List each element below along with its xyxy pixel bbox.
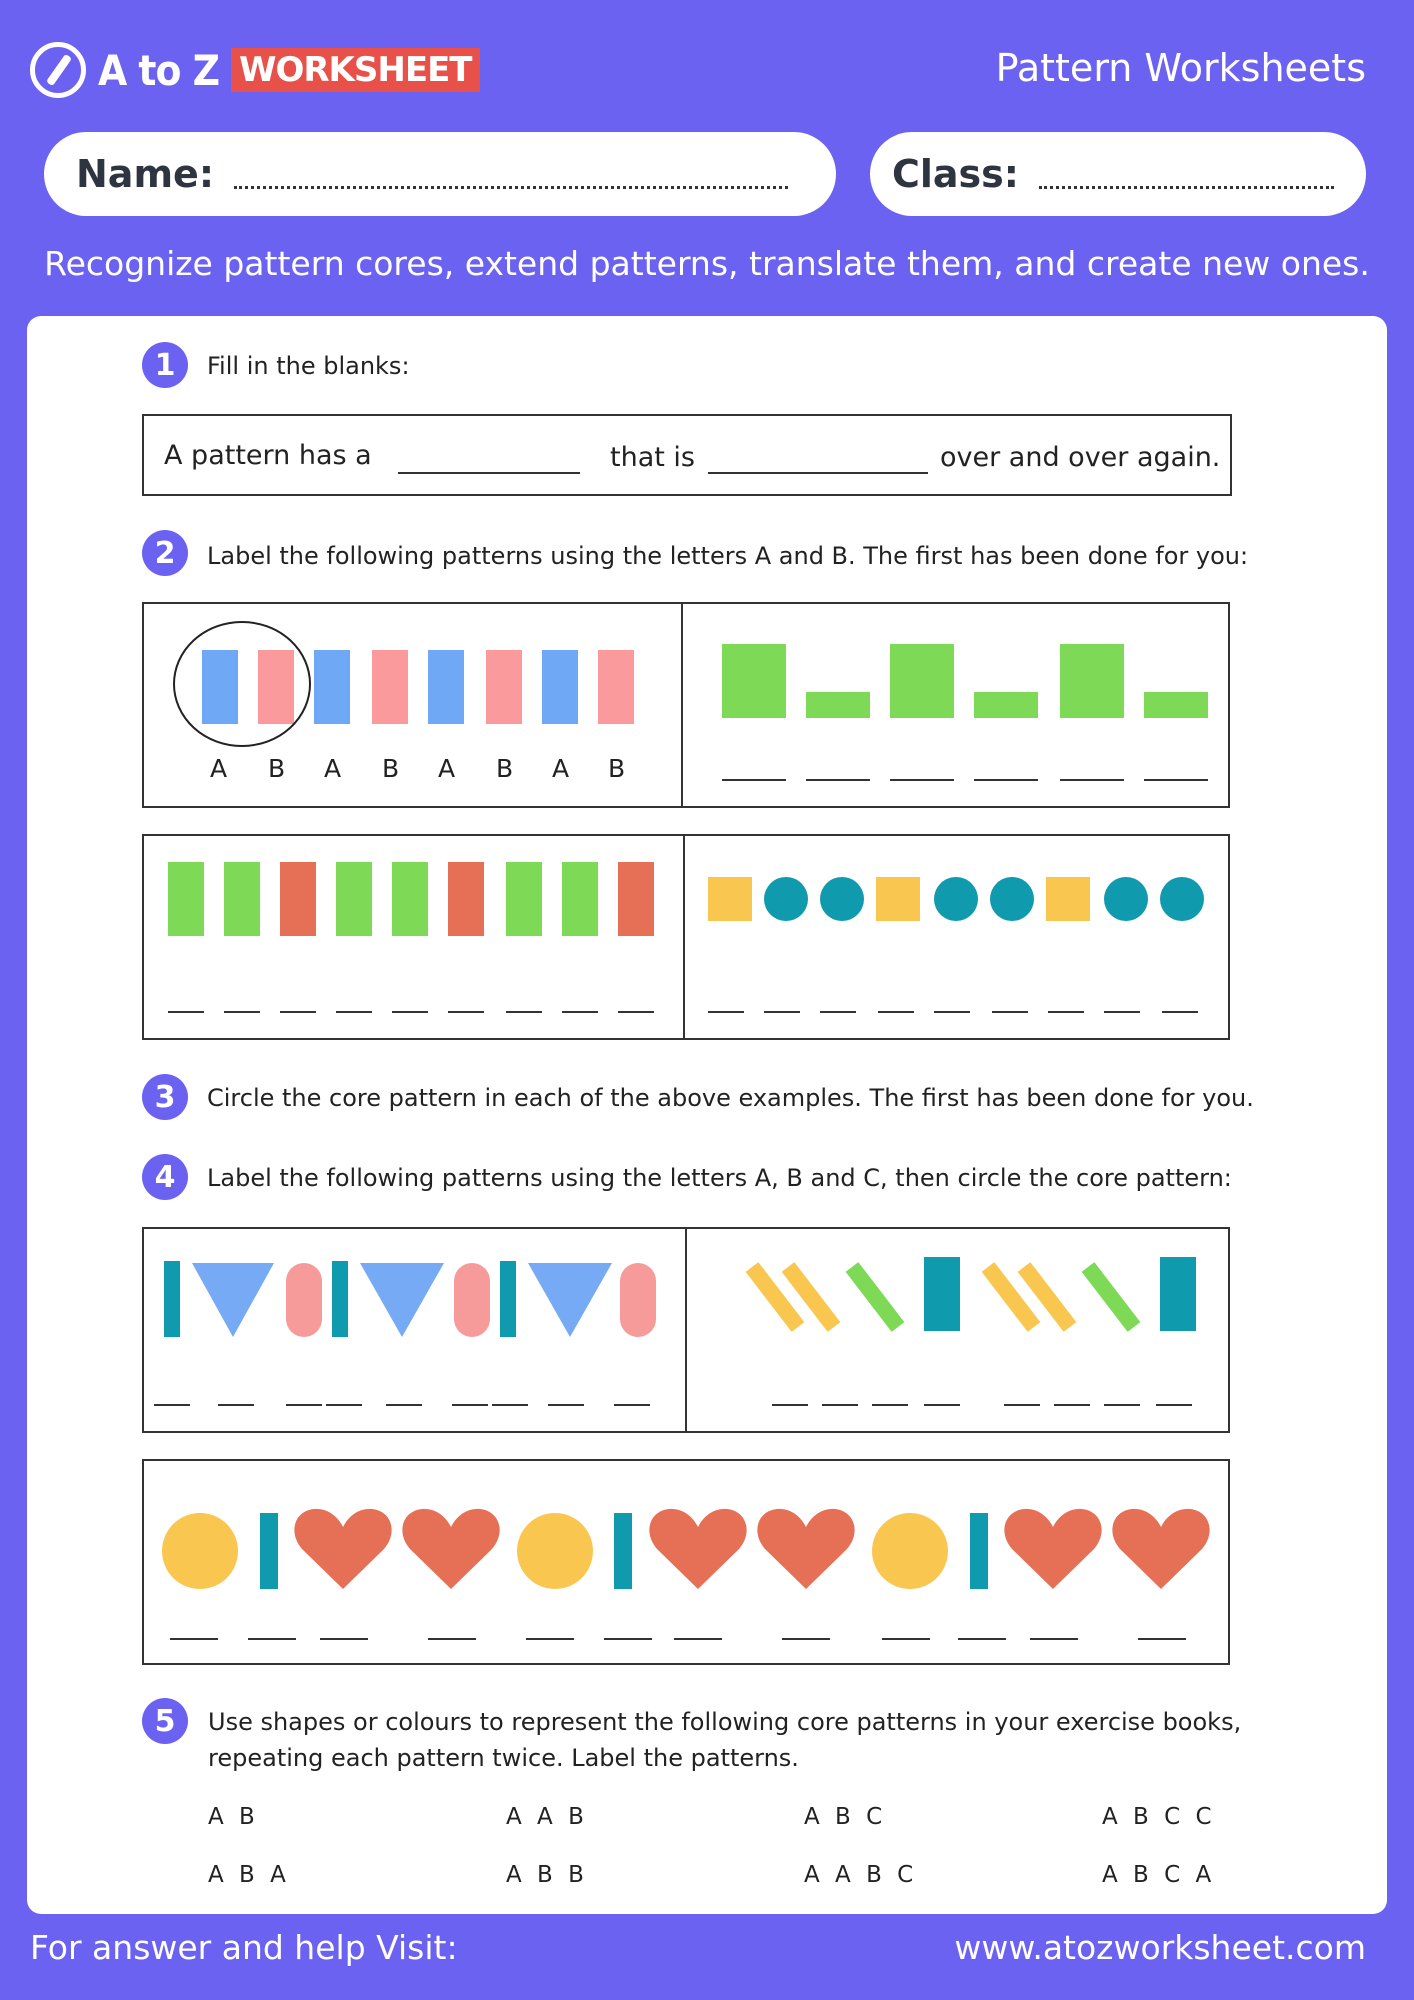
example-label: B <box>496 754 514 783</box>
bar-triangle-pill-pattern <box>164 1261 656 1337</box>
footer-help-text: For answer and help Visit: <box>30 1928 458 1967</box>
q1-blank-1[interactable] <box>398 472 580 474</box>
logo-icon <box>30 42 86 98</box>
q5-instruction-line2: repeating each pattern twice. Label the patterns. <box>208 1744 799 1772</box>
pattern-b-rect <box>372 650 408 724</box>
example-label: A <box>210 754 228 783</box>
footer-website-link[interactable]: www.atozworksheet.com <box>954 1928 1366 1967</box>
name-pill <box>44 132 836 216</box>
square-circle-pattern <box>708 877 1204 921</box>
big-green-square <box>890 644 954 718</box>
q1-part2: that is <box>610 442 695 473</box>
example-label: A <box>324 754 342 783</box>
example-label: A <box>438 754 456 783</box>
q1-part1: A pattern has a <box>164 440 372 471</box>
q1-instruction: Fill in the blanks: <box>207 352 410 380</box>
q3-instruction: Circle the core pattern in each of the above examples. The first has been done for you. <box>207 1084 1254 1112</box>
small-green-rect <box>806 692 870 718</box>
q1-part3: over and over again. <box>940 442 1221 473</box>
example-label: B <box>608 754 626 783</box>
class-field[interactable] <box>1039 160 1334 189</box>
big-green-square <box>722 644 786 718</box>
core-pattern-item: A B <box>208 1804 259 1830</box>
small-green-rect <box>974 692 1038 718</box>
q4-instruction: Label the following patterns using the letters A, B and C, then circle the core pattern: <box>207 1164 1232 1192</box>
pattern-b-rect <box>258 650 294 724</box>
circle-bar-heart-pattern <box>162 1509 1210 1589</box>
example-label: B <box>382 754 400 783</box>
question-number-3: 3 <box>142 1074 188 1120</box>
core-pattern-item: A B C C <box>1102 1804 1216 1830</box>
brand-box: WORKSHEET <box>231 48 480 92</box>
pattern-a-rect <box>542 650 578 724</box>
example-label: B <box>268 754 286 783</box>
q5-instruction-line1: Use shapes or colours to represent the following core patterns in your exercise books, <box>208 1708 1242 1736</box>
core-pattern-item: A B B <box>506 1862 588 1888</box>
big-green-square <box>1060 644 1124 718</box>
class-label: Class: <box>892 152 1019 196</box>
pattern-a-rect <box>202 650 238 724</box>
name-label: Name: <box>76 152 215 196</box>
example-label: A <box>552 754 570 783</box>
core-pattern-item: A A B <box>506 1804 588 1830</box>
core-pattern-item: A B C A <box>1102 1862 1216 1888</box>
site-title: Pattern Worksheets <box>995 46 1366 90</box>
pattern-a-rect <box>314 650 350 724</box>
core-pattern-item: A B C <box>804 1804 887 1830</box>
brand-logo <box>30 38 480 102</box>
q4-patterns <box>142 1227 1230 1665</box>
question-number-5: 5 <box>142 1698 188 1744</box>
diagonal-sticks-pattern <box>752 1257 1196 1331</box>
core-pattern-item: A A B C <box>804 1862 918 1888</box>
pattern-b-rect <box>486 650 522 724</box>
name-field[interactable] <box>234 160 788 189</box>
small-green-rect <box>1144 692 1208 718</box>
core-pattern-item: A B A <box>208 1862 290 1888</box>
question-number-2: 2 <box>142 530 188 576</box>
q2-patterns <box>142 602 1230 1040</box>
subtitle: Recognize pattern cores, extend patterns, translate them, and create new ones. <box>44 244 1370 283</box>
pattern-a-rect <box>428 650 464 724</box>
brand-main: A to Z <box>98 45 219 95</box>
class-pill <box>870 132 1366 216</box>
q1-blank-2[interactable] <box>708 472 928 474</box>
question-number-1: 1 <box>142 342 188 388</box>
question-number-4: 4 <box>142 1154 188 1200</box>
green-red-pattern <box>168 862 654 936</box>
q2-instruction: Label the following patterns using the letters A and B. The first has been done for you: <box>207 542 1249 570</box>
pattern-b-rect <box>598 650 634 724</box>
